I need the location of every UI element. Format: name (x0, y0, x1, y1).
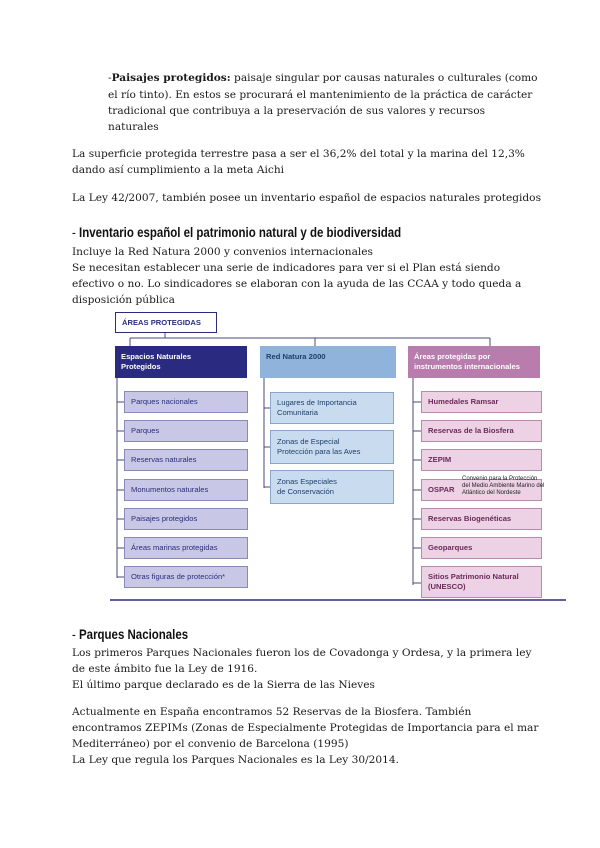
protected-areas-diagram (110, 310, 570, 605)
col1-item: Reservas naturales (124, 449, 248, 471)
bullet-paisajes (108, 70, 538, 87)
col2-item-line-1: Lugares de Importancia (277, 398, 357, 407)
col3-header-line-2: instrumentos internacionales (414, 362, 520, 371)
section-heading-parques (72, 626, 188, 642)
col1-item: Parques nacionales (124, 391, 248, 413)
bullet-line-3: tradicional que contribuya a la preservación de sus valores y recursos (108, 105, 486, 117)
col3-header-line-1: Áreas protegidas por (414, 352, 491, 361)
bullet-term: Paisajes protegidos: (111, 72, 231, 84)
col1-item: Monumentos naturales (124, 479, 248, 501)
col1-item: Otras figuras de protección* (124, 566, 248, 588)
bullet-line-4: naturales (108, 121, 159, 133)
col2-item (270, 470, 394, 504)
col3-item-line-2: (UNESCO) (428, 582, 466, 591)
heading-title: Inventario español el patrimonio natural y de biodiversidad (79, 224, 402, 240)
col3-item: ZEPIM (421, 449, 542, 471)
section2-line-2: de este ámbito fue la Ley de 1916. (72, 663, 258, 675)
section2-line-1: Los primeros Parques Nacionales fueron los de Covadonga y Ordesa, y la primera ley (72, 647, 532, 659)
section2-line-6: Mediterráneo) por el convenio de Barcelona (1995) (72, 738, 349, 750)
ospar-note-line: Atlántico del Nordeste (462, 490, 521, 496)
col1-header (115, 346, 247, 378)
col2-item-line-2: de Conservación (277, 487, 334, 496)
col2-item (270, 430, 394, 464)
section2-line-3: El último parque declarado es de la Sierra de las Nieves (72, 679, 375, 691)
section1-line-1: Incluye la Red Natura 2000 y convenios internacionales (72, 246, 373, 258)
root-box: ÁREAS PROTEGIDAS (115, 312, 217, 333)
heading-dash: - (72, 626, 80, 642)
col3-item (421, 566, 542, 598)
section-heading-inventario (72, 224, 401, 240)
bullet-text: paisaje singular por causas naturales o culturales (como (230, 72, 538, 84)
section1-line-2: Se necesitan establecer una serie de indicadores para ver si el Plan está siendo (72, 262, 501, 274)
col3-item: Reservas de la Biosfera (421, 420, 542, 442)
heading-title: Parques Nacionales (79, 626, 189, 642)
col1-item: Áreas marinas protegidas (124, 537, 248, 559)
section2-line-7: La Ley que regula los Parques Nacionales es la Ley 30/2014. (72, 754, 399, 766)
bullet-prefix: - (108, 72, 112, 84)
ospar-note (462, 476, 544, 497)
col2-item-line-2: Protección para las Aves (277, 447, 361, 456)
col3-item: Reservas Biogenéticas (421, 508, 542, 530)
col1-header-line-1: Espacios Naturales (121, 352, 192, 361)
heading-dash: - (72, 224, 80, 240)
col3-item: Humedales Ramsar (421, 391, 542, 413)
col2-item-line-2: Comunitaria (277, 408, 318, 417)
col1-header-line-2: Protegidos (121, 362, 161, 371)
col3-header (408, 346, 540, 378)
bullet-line-2: el río tinto). En estos se procurará el mantenimiento de la práctica de carácter (108, 89, 533, 101)
col2-header: Red Natura 2000 (260, 346, 396, 378)
section2-line-5: encontramos ZEPIMs (Zonas de Especialmente Protegidas de Importancia para el mar (72, 722, 539, 734)
col2-item-line-1: Zonas Especiales (277, 477, 337, 486)
ospar-note-line: del Medio Ambiente Marino del (462, 483, 545, 489)
section1-line-3: efectivo o no. Lo sindicadores se elaboran con la ayuda de las CCAA y todo queda a (72, 278, 522, 290)
col1-item: Paisajes protegidos (124, 508, 248, 530)
ospar-note-line: Convenio para la Protección (462, 476, 538, 482)
col3-item: OSPAR (421, 479, 542, 501)
paragraph-surface-2: dando así cumplimiento a la meta Aichi (72, 164, 285, 176)
paragraph-ley: La Ley 42/2007, también posee un inventario español de espacios naturales protegidos (72, 192, 542, 204)
paragraph-surface-1: La superficie protegida terrestre pasa a ser el 36,2% del total y la marina del 12,3% (72, 148, 525, 160)
section2-line-4: Actualmente en España encontramos 52 Reservas de la Biosfera. También (72, 706, 472, 718)
section1-line-4: disposición pública (72, 294, 175, 306)
col2-item (270, 392, 394, 424)
col1-item: Parques (124, 420, 248, 442)
col2-item-line-1: Zonas de Especial (277, 437, 340, 446)
col3-item-line-1: Sitios Patrimonio Natural (428, 572, 519, 581)
col3-item: Geoparques (421, 537, 542, 559)
